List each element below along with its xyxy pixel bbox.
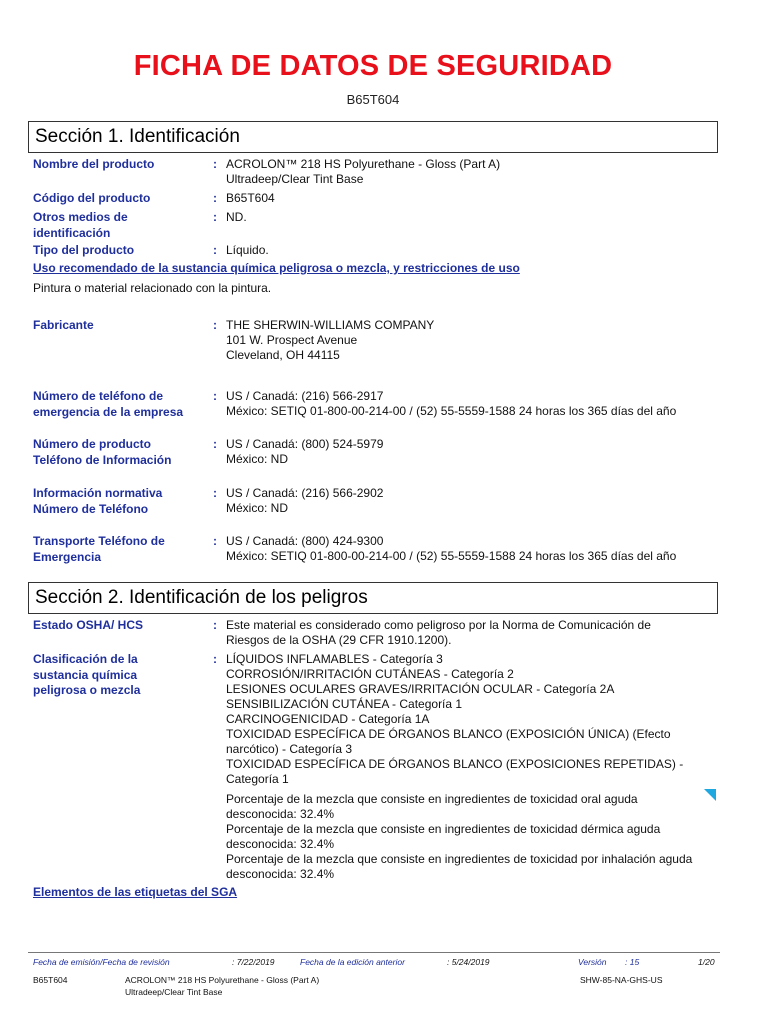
emergency-phone-value [226,389,726,419]
toxicity-line: desconocida: 32.4% [226,837,335,851]
footer-issue-label: Fecha de emisión/Fecha de revisión [33,957,170,967]
product-code-label: Código del producto [33,191,151,205]
value-line: CARCINOGENICIDAD - Categoría 1A [226,712,430,726]
label-line: Número de Teléfono [33,501,149,516]
value-line: THE SHERWIN-WILLIAMS COMPANY [226,318,435,332]
value-line: Este material es considerado como peligroso por la Norma de Comunicación de [226,618,651,632]
label-line: emergencia de la empresa [33,404,184,419]
toxicity-line: Porcentaje de la mezcla que consiste en ingredientes de toxicidad oral aguda [226,792,638,806]
value-line: SENSIBILIZACIÓN CUTÁNEA - Categoría 1 [226,697,463,711]
section-1-header: Sección 1. Identificación [28,121,718,153]
document-code: B65T604 [346,92,400,107]
colon: : [213,437,217,451]
product-number-value [226,437,726,467]
value-line: México: ND [226,501,289,515]
toxicity-line: Porcentaje de la mezcla que consiste en ingredientes de toxicidad por inhalación aguda [226,852,693,866]
label-line: Clasificación de la [33,652,138,666]
value-line: US / Canadá: (216) 566-2902 [226,486,384,500]
value-line: TOXICIDAD ESPECÍFICA DE ÓRGANOS BLANCO (EXPOSICIONES REPETIDAS) - [226,757,684,771]
recommended-use-text: Pintura o material relacionado con la pintura. [33,281,272,295]
emergency-phone-label [33,389,205,420]
footer-issue-value [232,957,275,967]
value-line: México: ND [226,452,289,466]
value-line: US / Canadá: (800) 524-5979 [226,437,384,451]
regulatory-label [33,486,205,517]
previous-date: : 5/24/2019 [447,957,490,967]
product-name-value [226,157,726,187]
colon: : [213,243,217,257]
colon: : [213,210,217,224]
other-means-label [33,210,205,241]
colon: : [213,618,217,632]
value-line: ACROLON™ 218 HS Polyurethane - Gloss (Part A) [226,157,501,171]
osha-value [226,618,726,648]
classification-value [226,652,726,882]
footer-page-number [698,957,715,967]
colon: : [213,534,217,548]
label-line: Información normativa [33,486,163,500]
footer-product-line: ACROLON™ 218 HS Polyurethane - Gloss (Part A) [125,975,320,985]
value-line: US / Canadá: (800) 424-9300 [226,534,384,548]
transport-label [33,534,205,565]
toxicity-line: desconocida: 32.4% [226,867,335,881]
footer-version-label: Versión [578,957,607,967]
value-line: Cleveland, OH 44115 [226,348,340,362]
value-line: CORROSIÓN/IRRITACIÓN CUTÁNEAS - Categoría 2 [226,667,514,681]
label-line: Número de teléfono de [33,389,164,403]
osha-label: Estado OSHA/ HCS [33,618,144,632]
document-title: FICHA DE DATOS DE SEGURIDAD [133,50,613,82]
value-line: México: SETIQ 01-800-00-214-00 / (52) 55-5559-1588 24 horas los 365 días del año [226,549,677,563]
value-line: LÍQUIDOS INFLAMABLES - Categoría 3 [226,652,443,666]
toxicity-line: Porcentaje de la mezcla que consiste en ingredientes de toxicidad dérmica aguda [226,822,661,836]
colon: : [213,486,217,500]
footer-version-value: : 15 [625,957,640,967]
footer-divider [28,952,720,953]
page-corner-marker-icon [704,789,716,801]
product-name-label: Nombre del producto [33,157,155,171]
footer-prev-value [447,957,490,967]
ghs-label-elements-link[interactable]: Elementos de las etiquetas del SGA [33,885,238,899]
value-line: TOXICIDAD ESPECÍFICA DE ÓRGANOS BLANCO (EXPOSICIÓN ÚNICA) (Efecto [226,727,671,741]
other-means-value: ND. [226,210,247,224]
classification-label [33,652,205,699]
colon: : [213,191,217,205]
colon: : [213,318,217,332]
product-type-label: Tipo del producto [33,243,135,257]
value-line: LESIONES OCULARES GRAVES/IRRITACIÓN OCULAR - Categoría 2A [226,682,615,696]
issue-date: : 7/22/2019 [232,957,275,967]
footer-product [125,974,319,998]
value-line: Ultradeep/Clear Tint Base [226,172,364,186]
product-number-label [33,437,205,468]
label-line: identificación [33,225,111,240]
colon: : [213,157,217,171]
footer-doc-code: SHW-85-NA-GHS-US [580,975,663,985]
toxicity-line: desconocida: 32.4% [226,807,335,821]
label-line: sustancia química [33,667,138,682]
colon: : [213,389,217,403]
value-line: México: SETIQ 01-800-00-214-00 / (52) 55-5559-1588 24 horas los 365 días del año [226,404,677,418]
manufacturer-value [226,318,726,363]
transport-value [226,534,726,564]
label-line: Teléfono de Información [33,452,172,467]
label-line: Emergencia [33,549,102,564]
product-type-value: Líquido. [226,243,269,257]
footer-product-line: Ultradeep/Clear Tint Base [125,987,223,997]
value-line: narcótico) - Categoría 3 [226,742,353,756]
label-line: Otros medios de [33,210,128,224]
page-number: 1/20 [698,957,715,967]
regulatory-value [226,486,726,516]
manufacturer-label: Fabricante [33,318,94,332]
value-line: Riesgos de la OSHA (29 CFR 1910.1200). [226,633,452,647]
value-line: US / Canadá: (216) 566-2917 [226,389,384,403]
product-code-value: B65T604 [226,191,275,205]
recommended-use-link[interactable]: Uso recomendado de la sustancia química peligrosa o mezcla, y restricciones de uso [33,261,520,275]
footer-prev-label: Fecha de la edición anterior [300,957,405,967]
label-line: Transporte Teléfono de [33,534,165,548]
label-line: peligrosa o mezcla [33,683,141,697]
colon: : [213,652,217,666]
section-2-header: Sección 2. Identificación de los peligros [28,582,718,614]
footer-code: B65T604 [33,975,68,985]
label-line: Número de producto [33,437,152,451]
value-line: 101 W. Prospect Avenue [226,333,358,347]
value-line: Categoría 1 [226,772,289,786]
